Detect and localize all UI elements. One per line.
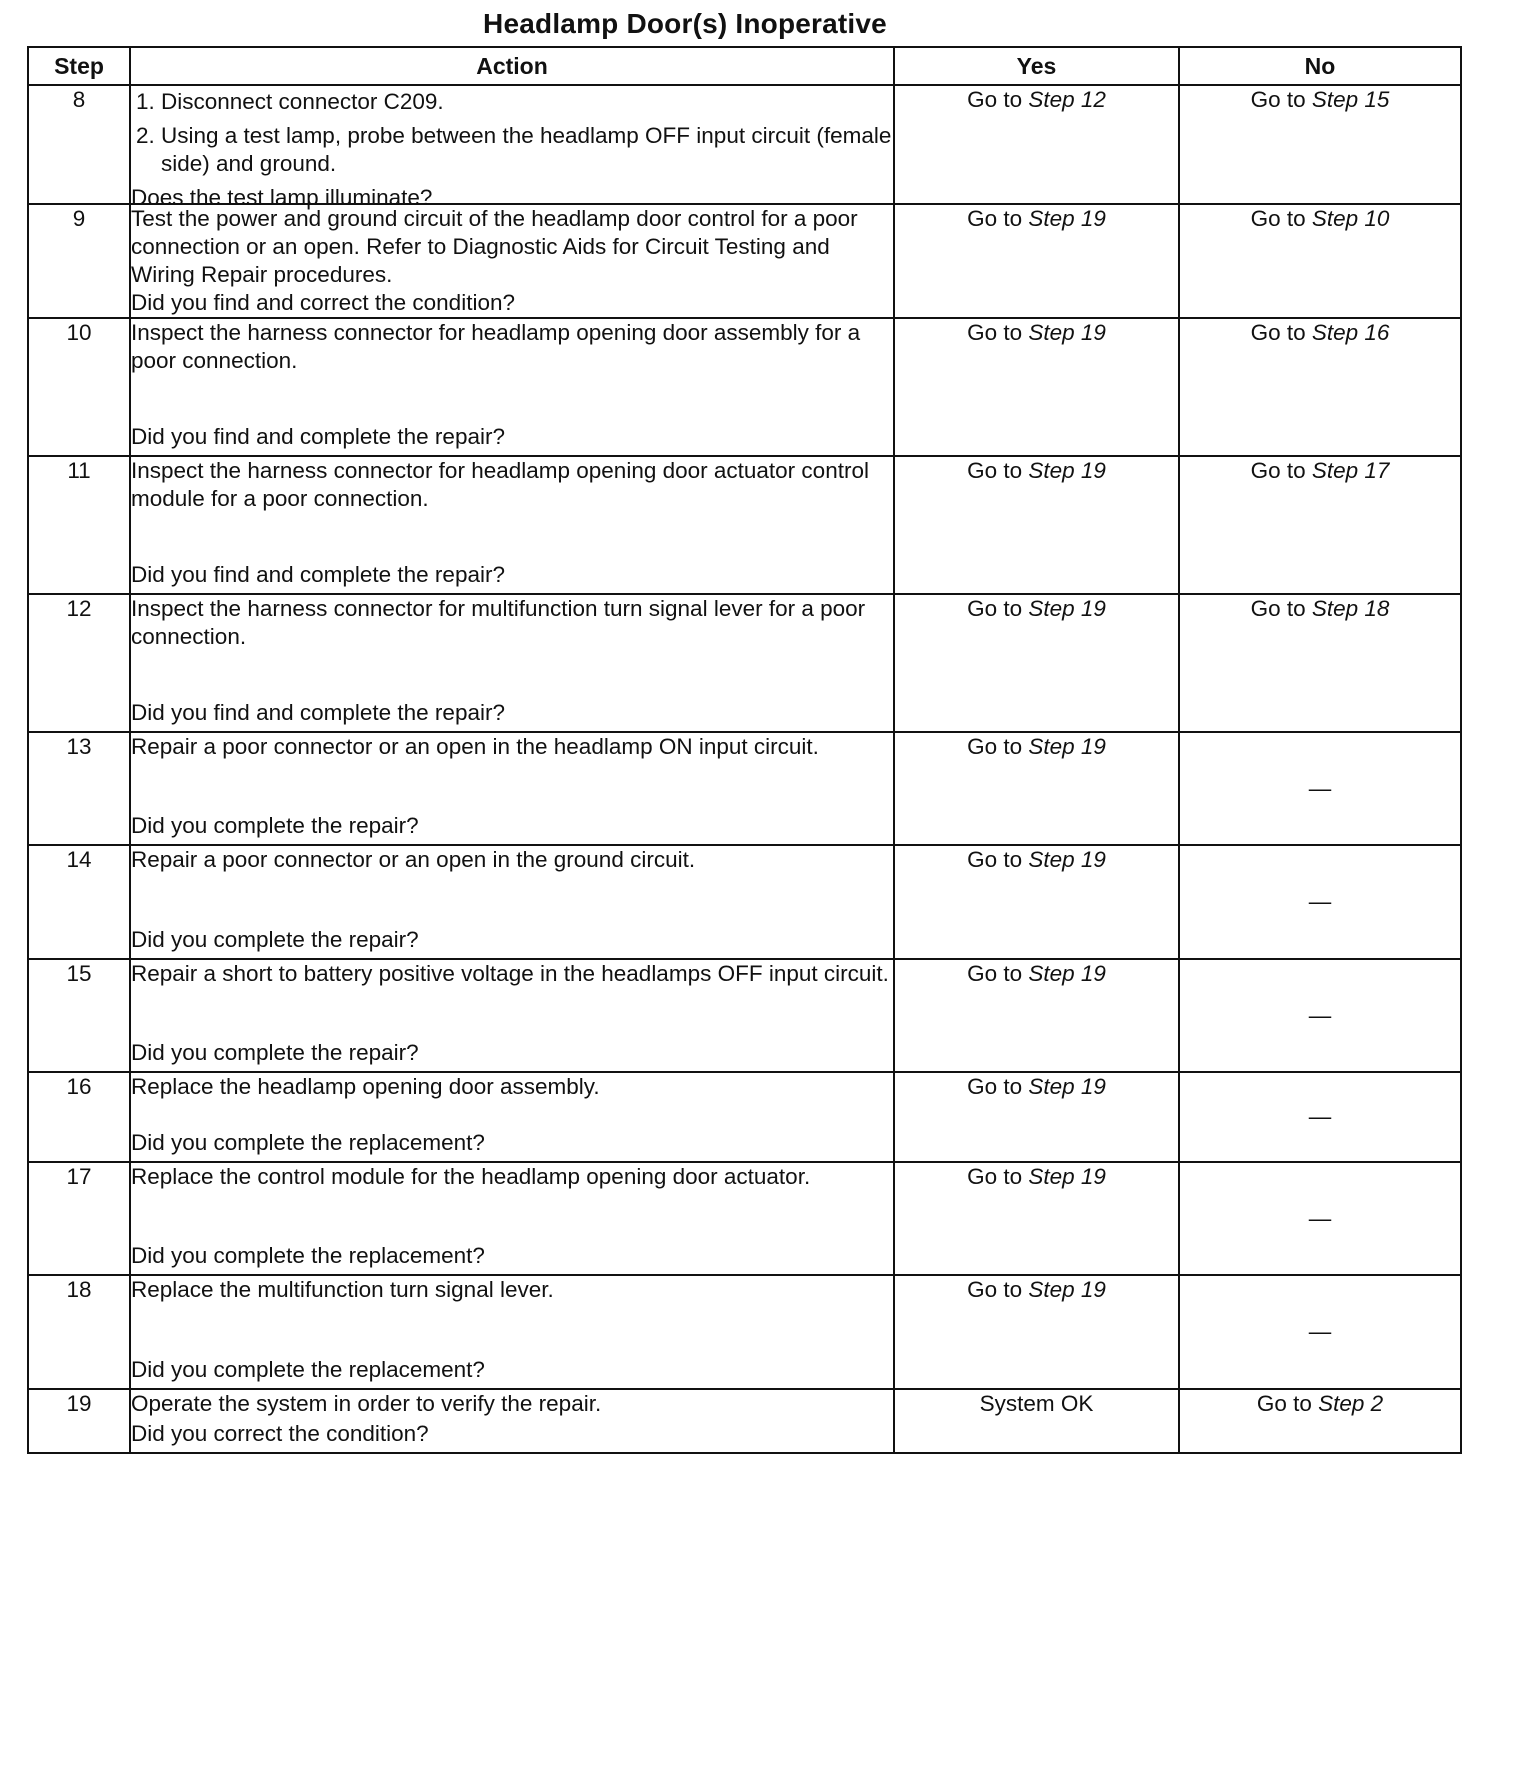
action-question: Does the test lamp illuminate? xyxy=(131,185,433,210)
yes-goto-label: Go to xyxy=(967,206,1023,231)
yes-goto-label: Go to xyxy=(967,458,1023,483)
yes-goto-step: Step 19 xyxy=(1028,206,1106,231)
step-number: 18 xyxy=(28,1275,130,1389)
action-question: Did you complete the repair? xyxy=(131,1040,419,1065)
column-header-step: Step xyxy=(28,47,130,85)
step-number: 10 xyxy=(28,318,130,456)
no-outcome xyxy=(1179,456,1461,594)
yes-outcome xyxy=(894,959,1179,1072)
action-description: Repair a short to battery positive voltage in the headlamps OFF input circuit. xyxy=(131,961,889,986)
yes-goto-label: Go to xyxy=(967,734,1023,759)
no-outcome-text: — xyxy=(1308,1104,1332,1129)
action-description: Test the power and ground circuit of the headlamp door control for a poor connection or an open. Refer to Diagnostic Aids for Circuit Testing and Wiring Repair procedures. xyxy=(131,206,858,287)
no-outcome xyxy=(1179,85,1461,204)
action-cell xyxy=(130,85,894,210)
yes-goto-step: Step 12 xyxy=(1028,87,1106,112)
action-question: Did you complete the repair? xyxy=(131,927,419,952)
yes-outcome-text: System OK xyxy=(979,1391,1094,1416)
action-description: Replace the control module for the headlamp opening door actuator. xyxy=(131,1164,811,1189)
document-title: Headlamp Door(s) Inoperative xyxy=(483,8,887,39)
no-outcome xyxy=(1179,594,1461,732)
yes-outcome xyxy=(894,456,1179,594)
column-header-yes: Yes xyxy=(894,47,1179,85)
no-outcome xyxy=(1179,204,1461,318)
action-cell xyxy=(130,456,894,594)
table-body xyxy=(28,85,1461,1453)
no-outcome-text: — xyxy=(1308,1002,1332,1028)
yes-goto-label: Go to xyxy=(967,847,1023,872)
no-goto-step: Step 2 xyxy=(1318,1391,1384,1416)
action-cell xyxy=(130,959,894,1072)
yes-outcome xyxy=(894,845,1179,959)
no-outcome xyxy=(1179,732,1461,845)
no-goto-label: Go to xyxy=(1250,87,1306,112)
action-cell xyxy=(130,1389,894,1453)
no-goto-step: Step 16 xyxy=(1311,320,1390,345)
table-row xyxy=(28,318,1461,456)
action-question: Did you find and correct the condition? xyxy=(131,290,515,315)
yes-outcome xyxy=(894,318,1179,456)
action-description: Inspect the harness connector for headlamp opening door assembly for a poor connection. xyxy=(131,320,861,373)
action-cell xyxy=(130,204,894,318)
no-outcome-text: — xyxy=(1308,889,1332,914)
action-cell xyxy=(130,1072,894,1162)
action-question: Did you find and complete the repair? xyxy=(131,424,505,449)
yes-outcome xyxy=(894,1275,1179,1389)
yes-outcome xyxy=(894,732,1179,845)
step-number: 9 xyxy=(28,204,130,318)
yes-goto-step: Step 19 xyxy=(1028,458,1106,483)
table-row xyxy=(28,732,1461,845)
table-row xyxy=(28,594,1461,732)
yes-goto-step: Step 19 xyxy=(1028,596,1106,621)
table-row xyxy=(28,1072,1461,1162)
no-outcome xyxy=(1179,318,1461,456)
action-description: Replace the headlamp opening door assembly. xyxy=(131,1074,600,1099)
action-description: Inspect the harness connector for multifunction turn signal lever for a poor connection. xyxy=(131,596,866,649)
yes-goto-step: Step 19 xyxy=(1028,734,1106,759)
yes-outcome xyxy=(894,1162,1179,1275)
no-outcome-text: — xyxy=(1308,1205,1332,1231)
no-outcome xyxy=(1179,1275,1461,1389)
action-cell xyxy=(130,594,894,732)
no-goto-label: Go to xyxy=(1256,1391,1312,1416)
action-question: Did you complete the repair? xyxy=(131,813,419,838)
header-row xyxy=(28,47,1461,85)
action-question: Did you find and complete the repair? xyxy=(131,700,505,725)
step-number: 13 xyxy=(28,732,130,845)
yes-outcome xyxy=(894,85,1179,204)
table-row xyxy=(28,85,1461,204)
yes-goto-label: Go to xyxy=(967,87,1023,112)
yes-goto-step: Step 19 xyxy=(1028,1164,1106,1189)
action-cell xyxy=(130,732,894,845)
no-outcome xyxy=(1179,959,1461,1072)
table-row xyxy=(28,1389,1461,1453)
yes-goto-label: Go to xyxy=(967,596,1023,621)
table-row xyxy=(28,959,1461,1072)
action-question: Did you complete the replacement? xyxy=(131,1130,485,1155)
step-number: 11 xyxy=(28,456,130,594)
table-row xyxy=(28,204,1461,318)
action-question: Did you find and complete the repair? xyxy=(131,562,505,587)
no-outcome-text: — xyxy=(1308,775,1332,801)
no-outcome xyxy=(1179,1162,1461,1275)
yes-goto-label: Go to xyxy=(967,1277,1023,1302)
yes-goto-label: Go to xyxy=(967,1074,1023,1099)
no-outcome xyxy=(1179,1389,1461,1453)
column-header-action: Action xyxy=(130,47,894,85)
no-goto-step: Step 15 xyxy=(1311,87,1390,112)
step-number: 16 xyxy=(28,1072,130,1162)
column-header-no: No xyxy=(1179,47,1461,85)
table-row xyxy=(28,456,1461,594)
yes-goto-label: Go to xyxy=(967,1164,1023,1189)
substep-item: 1. Disconnect connector C209. xyxy=(161,88,893,116)
yes-outcome xyxy=(894,1072,1179,1162)
step-number: 12 xyxy=(28,594,130,732)
no-goto-step: Step 17 xyxy=(1311,458,1390,483)
yes-goto-step: Step 19 xyxy=(1028,847,1106,872)
action-cell xyxy=(130,1275,894,1389)
no-goto-step: Step 10 xyxy=(1311,206,1390,231)
no-outcome-text: — xyxy=(1308,1319,1332,1344)
yes-goto-step: Step 19 xyxy=(1028,961,1106,986)
yes-goto-step: Step 19 xyxy=(1028,1074,1106,1099)
table-row xyxy=(28,845,1461,959)
action-question: Did you complete the replacement? xyxy=(131,1357,485,1382)
action-cell xyxy=(130,318,894,456)
step-number: 8 xyxy=(28,85,130,204)
no-outcome xyxy=(1179,845,1461,959)
yes-outcome xyxy=(894,1389,1179,1453)
action-description: Repair a poor connector or an open in the ground circuit. xyxy=(131,847,696,872)
action-question: Did you complete the replacement? xyxy=(131,1243,485,1268)
action-cell xyxy=(130,1162,894,1275)
step-number: 17 xyxy=(28,1162,130,1275)
yes-goto-label: Go to xyxy=(967,961,1023,986)
substep-list xyxy=(131,86,893,184)
yes-goto-step: Step 19 xyxy=(1028,1277,1106,1302)
diagnostic-table xyxy=(27,46,1462,1454)
no-goto-label: Go to xyxy=(1250,458,1306,483)
no-goto-label: Go to xyxy=(1250,320,1306,345)
substep-item: 2. Using a test lamp, probe between the headlamp OFF input circuit (female side) and ground. xyxy=(161,122,893,178)
table-row xyxy=(28,1275,1461,1389)
no-goto-label: Go to xyxy=(1250,206,1306,231)
action-question: Did you correct the condition? xyxy=(131,1421,429,1446)
yes-goto-label: Go to xyxy=(967,320,1023,345)
action-description: Inspect the harness connector for headlamp opening door actuator control module for a poor connection. xyxy=(131,458,869,511)
step-number: 19 xyxy=(28,1389,130,1453)
no-goto-label: Go to xyxy=(1250,596,1306,621)
no-outcome xyxy=(1179,1072,1461,1162)
step-number: 15 xyxy=(28,959,130,1072)
action-cell xyxy=(130,845,894,959)
yes-outcome xyxy=(894,204,1179,318)
action-description: Replace the multifunction turn signal lever. xyxy=(131,1277,554,1302)
action-description: Repair a poor connector or an open in the headlamp ON input circuit. xyxy=(131,734,819,759)
action-description: Operate the system in order to verify the repair. xyxy=(131,1391,602,1416)
step-number: 14 xyxy=(28,845,130,959)
yes-outcome xyxy=(894,594,1179,732)
yes-goto-step: Step 19 xyxy=(1028,320,1106,345)
no-goto-step: Step 18 xyxy=(1311,596,1390,621)
table-row xyxy=(28,1162,1461,1275)
